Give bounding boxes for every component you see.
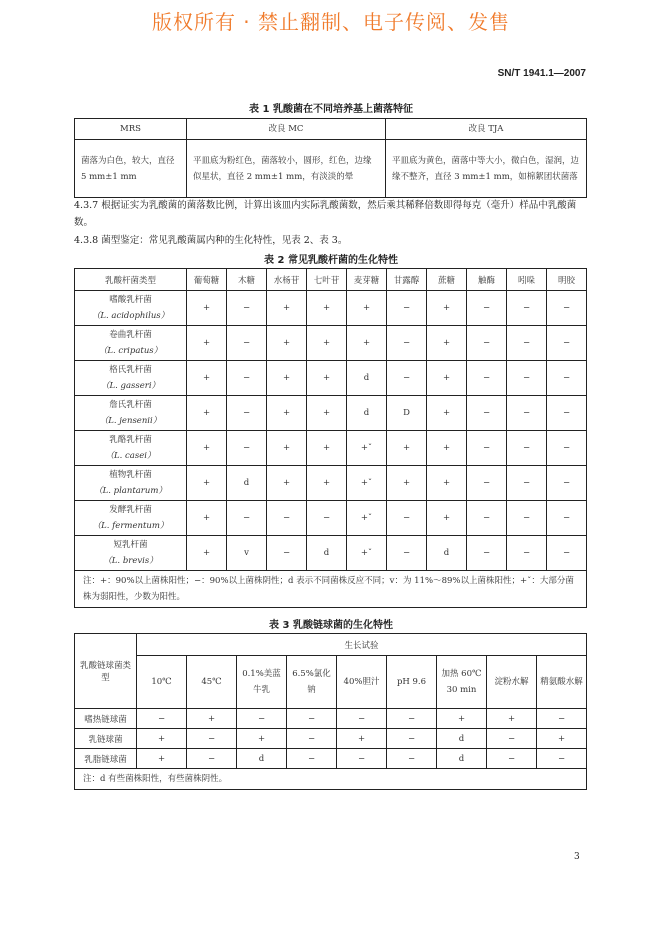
result-cell: −	[227, 431, 267, 466]
table1-header: 改良 MC	[187, 119, 386, 140]
result-cell: −	[547, 291, 587, 326]
species-cell	[75, 466, 187, 501]
table1-caption: 表 1 乳酸菌在不同培养基上菌落特征	[249, 104, 413, 115]
result-cell: d	[347, 361, 387, 396]
species-name: 格氏乳杆菌	[109, 365, 152, 375]
result-cell: −	[227, 326, 267, 361]
result-cell: −	[467, 291, 507, 326]
table1-header: MRS	[75, 119, 187, 140]
result-cell: +	[187, 431, 227, 466]
table3-header: 45℃	[187, 656, 237, 709]
result-cell: −	[227, 361, 267, 396]
table3-header: 加热 60℃ 30 min	[437, 656, 487, 709]
species-latin: （L. fermentum）	[92, 521, 169, 531]
result-cell: +	[427, 361, 467, 396]
species-name: 乳链球菌	[75, 729, 137, 749]
note-row	[75, 769, 587, 790]
result-cell: D	[387, 396, 427, 431]
result-cell: +	[187, 709, 237, 729]
result-cell: −	[487, 729, 537, 749]
species-cell	[75, 361, 187, 396]
result-cell: −	[467, 361, 507, 396]
table3-caption: 表 3 乳酸链球菌的生化特性	[269, 620, 393, 631]
result-cell: +	[427, 396, 467, 431]
result-cell: d	[347, 396, 387, 431]
table-row	[75, 729, 587, 749]
table3-header: 0.1%美蓝牛乳	[237, 656, 287, 709]
result-cell: +	[427, 431, 467, 466]
result-cell: +	[267, 326, 307, 361]
species-latin: （L. acidophilus）	[91, 311, 170, 321]
result-cell: −	[387, 361, 427, 396]
result-cell: −	[387, 291, 427, 326]
table-row	[75, 536, 587, 571]
result-cell: −	[507, 536, 547, 571]
result-cell: −	[507, 431, 547, 466]
paragraph-4-3-7: 4.3.7 根据证实为乳酸菌的菌落数比例，计算出该皿内实际乳酸菌数，然后乘其稀释倍数即得每克（毫升）样品中乳酸菌数。	[74, 200, 577, 228]
result-cell: +	[337, 729, 387, 749]
result-cell: −	[547, 326, 587, 361]
result-cell: +	[267, 361, 307, 396]
table3-note: 注：d 有些菌株阳性，有些菌株阴性。	[75, 769, 587, 790]
table2-header: 麦芽糖	[347, 269, 387, 291]
result-cell: +	[437, 709, 487, 729]
result-cell: +	[187, 396, 227, 431]
table2-header: 木糖	[227, 269, 267, 291]
table3-type-header: 乳酸链球菌类型	[75, 634, 137, 709]
result-cell: d	[437, 749, 487, 769]
result-cell: +	[427, 326, 467, 361]
paragraph-4-3-8: 4.3.8 菌型鉴定：常见乳酸菌属内种的生化特性，见表 2、表 3。	[74, 235, 348, 246]
result-cell: −	[387, 326, 427, 361]
result-cell: d	[307, 536, 347, 571]
table2-header: 乳酸杆菌类型	[75, 269, 187, 291]
species-name: 嗜热链球菌	[75, 709, 137, 729]
result-cell: −	[387, 536, 427, 571]
table3-header: pH 9.6	[387, 656, 437, 709]
species-name: 乳脂链球菌	[75, 749, 137, 769]
species-latin: （L. casei）	[105, 451, 156, 461]
species-name: 乳酪乳杆菌	[109, 435, 152, 445]
result-cell: +	[187, 291, 227, 326]
result-cell: +	[307, 361, 347, 396]
result-cell: −	[467, 396, 507, 431]
species-name: 发酵乳杆菌	[109, 505, 152, 515]
table3-group-header: 生长试验	[137, 634, 587, 656]
result-cell: −	[507, 291, 547, 326]
table2-header: 触酶	[467, 269, 507, 291]
table-row	[75, 431, 587, 466]
table-row	[75, 396, 587, 431]
result-cell: +	[427, 466, 467, 501]
table2-header: 水杨苷	[267, 269, 307, 291]
result-cell: +	[347, 291, 387, 326]
species-name: 卷曲乳杆菌	[109, 330, 152, 340]
table-row	[75, 466, 587, 501]
result-cell: −	[547, 361, 587, 396]
species-cell	[75, 431, 187, 466]
species-latin: （L. cripatus）	[98, 346, 163, 356]
standard-code: SN/T 1941.1—2007	[497, 68, 586, 79]
result-cell: d	[437, 729, 487, 749]
species-cell	[75, 501, 187, 536]
table2-header: 甘露醇	[387, 269, 427, 291]
result-cell: −	[337, 709, 387, 729]
result-cell: −	[287, 749, 337, 769]
result-cell: +	[347, 326, 387, 361]
table3-header: 淀粉水解	[487, 656, 537, 709]
result-cell: −	[307, 501, 347, 536]
result-cell: −	[547, 431, 587, 466]
result-cell: −	[227, 396, 267, 431]
species-latin: （L. gasseri）	[100, 381, 161, 391]
watermark: 版权所有 · 禁止翻制、电子传阅、发售	[151, 10, 511, 34]
result-cell: −	[547, 501, 587, 536]
result-cell: −	[237, 709, 287, 729]
result-cell: +	[187, 501, 227, 536]
result-cell: +ˇ	[347, 431, 387, 466]
table1-cell: 平皿底为粉红色，菌落较小，圆形，红色，边缘似星状，直径 2 mm±1 mm，有淡淡的晕	[187, 140, 386, 198]
table2-caption: 表 2 常见乳酸杆菌的生化特性	[264, 255, 398, 266]
result-cell: −	[287, 729, 337, 749]
result-cell: −	[137, 709, 187, 729]
result-cell: +	[187, 326, 227, 361]
page-number: 3	[574, 852, 580, 862]
result-cell: −	[507, 466, 547, 501]
result-cell: −	[387, 729, 437, 749]
result-cell: +ˇ	[347, 466, 387, 501]
species-name: 短乳杆菌	[113, 540, 148, 550]
result-cell: +	[307, 291, 347, 326]
result-cell: −	[537, 749, 587, 769]
species-cell	[75, 396, 187, 431]
table1-cell: 平皿底为黄色，菌落中等大小，微白色，湿润，边缘不整齐，直径 3 mm±1 mm，如棉絮团状菌落	[386, 140, 587, 198]
note-row	[75, 571, 587, 608]
result-cell: +	[137, 729, 187, 749]
result-cell: +	[307, 431, 347, 466]
result-cell: −	[467, 501, 507, 536]
result-cell: d	[427, 536, 467, 571]
species-latin: （L. jensenii）	[99, 416, 162, 426]
species-cell	[75, 536, 187, 571]
result-cell: +	[267, 291, 307, 326]
species-name: 植物乳杆菌	[109, 470, 152, 480]
result-cell: +	[307, 326, 347, 361]
result-cell: +ˇ	[347, 501, 387, 536]
table2-header: 吲哚	[507, 269, 547, 291]
species-latin: （L. brevis）	[103, 556, 158, 566]
result-cell: −	[267, 536, 307, 571]
result-cell: v	[227, 536, 267, 571]
result-cell: −	[227, 501, 267, 536]
result-cell: +	[307, 396, 347, 431]
table-row	[75, 749, 587, 769]
table-row	[75, 501, 587, 536]
table3-header: 精氨酸水解	[537, 656, 587, 709]
table1	[74, 118, 587, 198]
result-cell: −	[467, 326, 507, 361]
table3	[74, 633, 587, 790]
result-cell: −	[387, 709, 437, 729]
table2-header: 葡萄糖	[187, 269, 227, 291]
table2-note: 注：+：90%以上菌株阳性；−：90%以上菌株阴性；d 表示不同菌株反应不同；v：为 11%～89%以上菌株阳性；+ˇ：大部分菌株为弱阳性，少数为阳性。	[75, 571, 587, 608]
species-cell	[75, 291, 187, 326]
result-cell: −	[507, 326, 547, 361]
result-cell: +	[387, 431, 427, 466]
result-cell: −	[547, 466, 587, 501]
result-cell: −	[537, 709, 587, 729]
result-cell: −	[287, 709, 337, 729]
result-cell: −	[387, 749, 437, 769]
species-name: 詹氏乳杆菌	[109, 400, 152, 410]
result-cell: −	[267, 501, 307, 536]
table1-cell: 菌落为白色，较大，直径 5 mm±1 mm	[75, 140, 187, 198]
table1-header: 改良 TJA	[386, 119, 587, 140]
result-cell: +	[187, 466, 227, 501]
result-cell: d	[237, 749, 287, 769]
result-cell: +	[267, 466, 307, 501]
result-cell: −	[487, 749, 537, 769]
result-cell: −	[507, 501, 547, 536]
result-cell: +	[267, 431, 307, 466]
result-cell: −	[547, 536, 587, 571]
table3-header: 40%胆汁	[337, 656, 387, 709]
species-latin: （L. plantarum）	[94, 486, 167, 496]
result-cell: +	[487, 709, 537, 729]
result-cell: +	[307, 466, 347, 501]
result-cell: d	[227, 466, 267, 501]
table2-header: 蔗糖	[427, 269, 467, 291]
result-cell: −	[467, 466, 507, 501]
table-row	[75, 326, 587, 361]
species-name: 嗜酸乳杆菌	[109, 295, 152, 305]
table2-header: 明胶	[547, 269, 587, 291]
result-cell: +	[537, 729, 587, 749]
table2-header: 七叶苷	[307, 269, 347, 291]
result-cell: −	[337, 749, 387, 769]
result-cell: −	[187, 729, 237, 749]
result-cell: +	[387, 466, 427, 501]
result-cell: +	[427, 291, 467, 326]
result-cell: +	[137, 749, 187, 769]
table-row	[75, 361, 587, 396]
result-cell: +	[187, 536, 227, 571]
table-row	[75, 709, 587, 729]
species-cell	[75, 326, 187, 361]
table3-header: 6.5%氯化钠	[287, 656, 337, 709]
result-cell: +	[187, 361, 227, 396]
result-cell: −	[387, 501, 427, 536]
result-cell: −	[467, 431, 507, 466]
result-cell: −	[467, 536, 507, 571]
result-cell: −	[187, 749, 237, 769]
result-cell: −	[507, 361, 547, 396]
table3-header: 10℃	[137, 656, 187, 709]
result-cell: +	[267, 396, 307, 431]
result-cell: −	[547, 396, 587, 431]
result-cell: −	[227, 291, 267, 326]
result-cell: −	[507, 396, 547, 431]
result-cell: +	[237, 729, 287, 749]
table2	[74, 268, 587, 608]
table-row	[75, 291, 587, 326]
result-cell: +ˇ	[347, 536, 387, 571]
result-cell: +	[427, 501, 467, 536]
